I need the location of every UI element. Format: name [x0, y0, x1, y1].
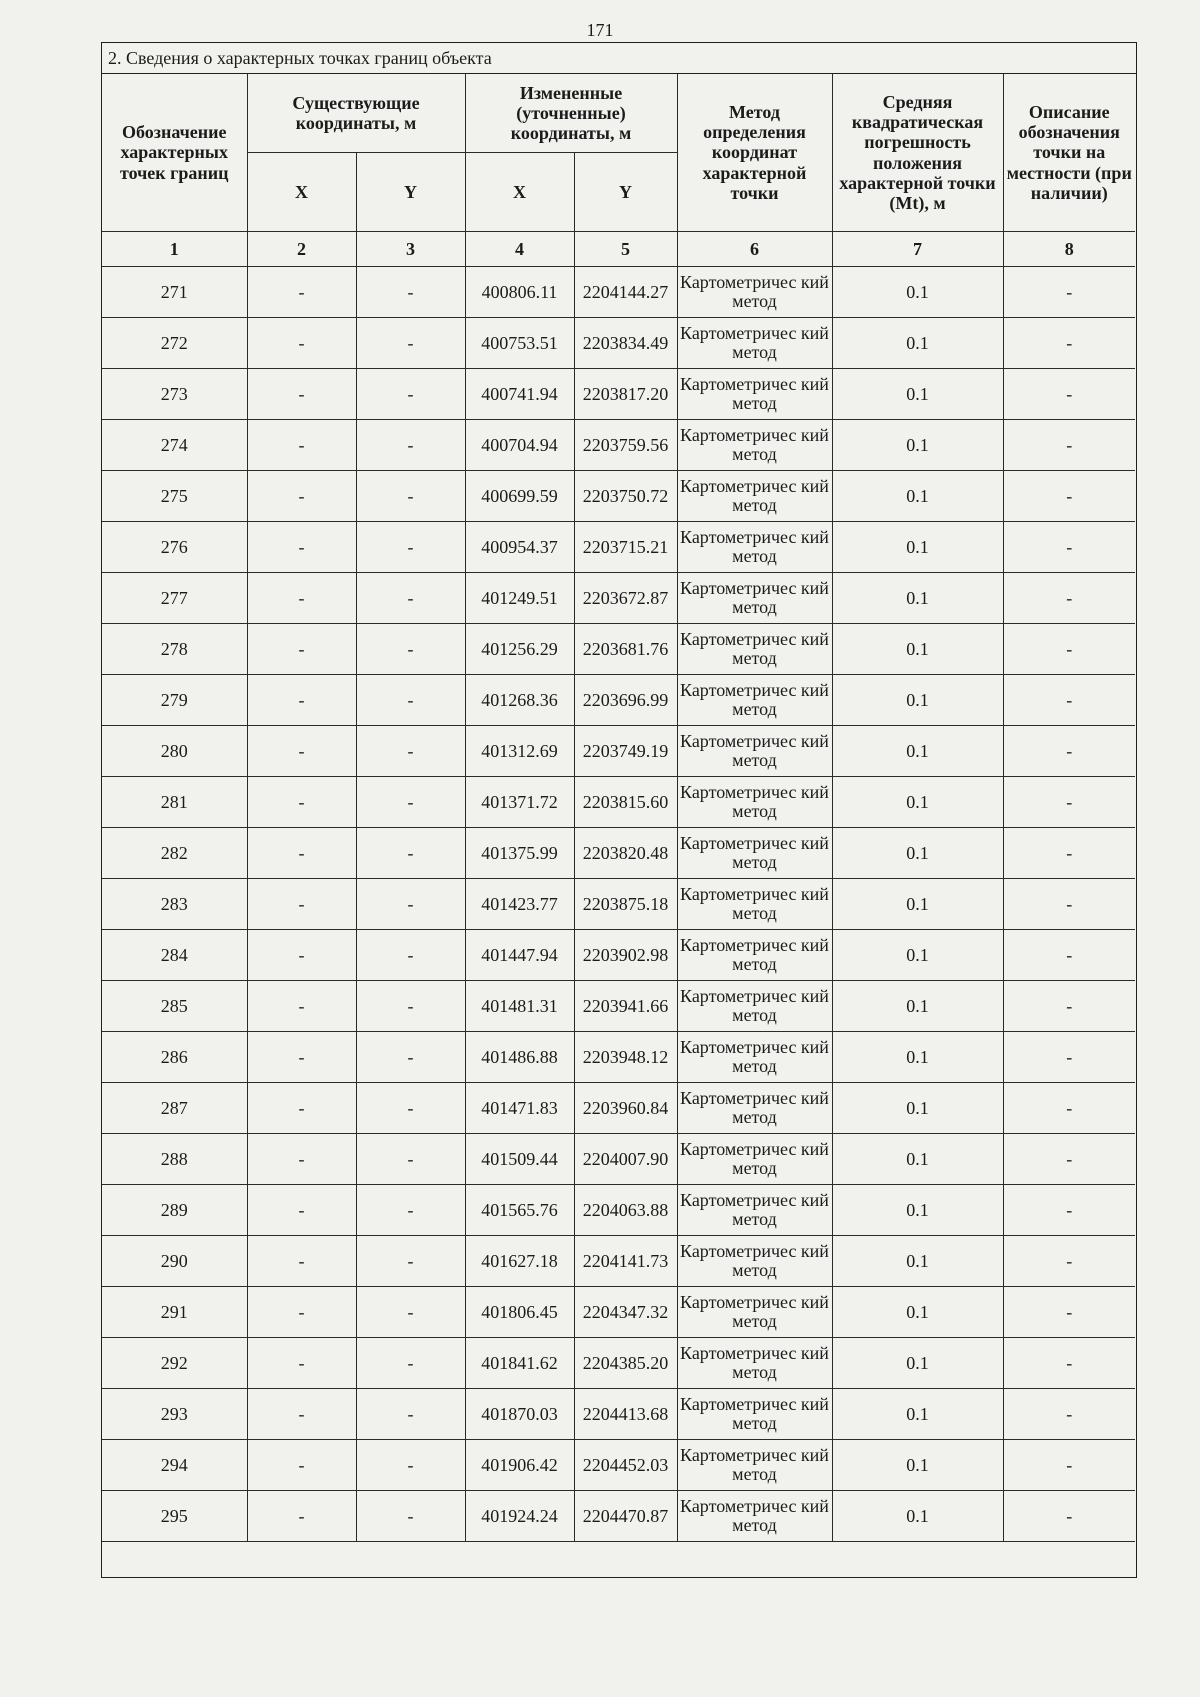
page-number: 171 — [586, 20, 614, 40]
description-cell: - — [1003, 1236, 1135, 1287]
header-changed-coordinates: Измененные (уточненные) координаты, м — [465, 74, 677, 153]
error-cell: 0.1 — [832, 1287, 1003, 1338]
point-id-cell: 283 — [102, 879, 247, 930]
method-cell: Картометричес кий метод — [677, 471, 832, 522]
existing-y-cell: - — [356, 1389, 465, 1440]
method-cell: Картометричес кий метод — [677, 1389, 832, 1440]
table-row — [102, 1032, 1135, 1083]
method-cell: Картометричес кий метод — [677, 624, 832, 675]
existing-x-cell: - — [247, 471, 356, 522]
existing-y-cell: - — [356, 1338, 465, 1389]
table-row — [102, 267, 1135, 318]
description-cell: - — [1003, 1491, 1135, 1542]
changed-y-cell: 2203750.72 — [574, 471, 677, 522]
point-id-cell: 295 — [102, 1491, 247, 1542]
method-cell: Картометричес кий метод — [677, 522, 832, 573]
table-row — [102, 930, 1135, 981]
method-cell: Картометричес кий метод — [677, 1236, 832, 1287]
existing-y-cell: - — [356, 522, 465, 573]
error-cell: 0.1 — [832, 1185, 1003, 1236]
column-number: 1 — [102, 232, 247, 267]
changed-y-cell: 2203696.99 — [574, 675, 677, 726]
existing-y-cell: - — [356, 1236, 465, 1287]
error-cell: 0.1 — [832, 1134, 1003, 1185]
description-cell: - — [1003, 828, 1135, 879]
existing-y-cell: - — [356, 471, 465, 522]
existing-x-cell: - — [247, 1440, 356, 1491]
error-cell: 0.1 — [832, 267, 1003, 318]
changed-y-cell: 2204144.27 — [574, 267, 677, 318]
point-id-cell: 284 — [102, 930, 247, 981]
table-row — [102, 1338, 1135, 1389]
point-id-cell: 281 — [102, 777, 247, 828]
point-id-cell: 278 — [102, 624, 247, 675]
description-cell: - — [1003, 624, 1135, 675]
description-cell: - — [1003, 1032, 1135, 1083]
table-row — [102, 879, 1135, 930]
error-cell: 0.1 — [832, 1236, 1003, 1287]
changed-y-cell: 2203815.60 — [574, 777, 677, 828]
changed-y-cell: 2204385.20 — [574, 1338, 677, 1389]
point-id-cell: 288 — [102, 1134, 247, 1185]
error-cell: 0.1 — [832, 369, 1003, 420]
table-row — [102, 471, 1135, 522]
existing-x-cell: - — [247, 675, 356, 726]
existing-y-cell: - — [356, 828, 465, 879]
table-row — [102, 828, 1135, 879]
method-cell: Картометричес кий метод — [677, 369, 832, 420]
changed-x-cell: 401486.88 — [465, 1032, 574, 1083]
changed-x-cell: 401447.94 — [465, 930, 574, 981]
method-cell: Картометричес кий метод — [677, 777, 832, 828]
description-cell: - — [1003, 1389, 1135, 1440]
changed-x-cell: 401371.72 — [465, 777, 574, 828]
existing-y-cell: - — [356, 318, 465, 369]
error-cell: 0.1 — [832, 930, 1003, 981]
header-description: Описание обозначения точки на местности (при наличии) — [1003, 74, 1135, 232]
column-number: 7 — [832, 232, 1003, 267]
table-row — [102, 573, 1135, 624]
point-id-cell: 282 — [102, 828, 247, 879]
section-title: 2. Сведения о характерных точках границ объекта — [102, 43, 1136, 74]
column-number: 6 — [677, 232, 832, 267]
method-cell: Картометричес кий метод — [677, 1134, 832, 1185]
error-cell: 0.1 — [832, 1083, 1003, 1134]
method-cell: Картометричес кий метод — [677, 1440, 832, 1491]
changed-y-cell: 2204141.73 — [574, 1236, 677, 1287]
point-id-cell: 276 — [102, 522, 247, 573]
point-id-cell: 285 — [102, 981, 247, 1032]
existing-x-cell: - — [247, 522, 356, 573]
changed-x-cell: 401806.45 — [465, 1287, 574, 1338]
method-cell: Картометричес кий метод — [677, 1185, 832, 1236]
header-existing-coordinates: Существующие координаты, м — [247, 74, 465, 153]
table-row — [102, 1491, 1135, 1542]
table-row — [102, 420, 1135, 471]
table-row — [102, 318, 1135, 369]
method-cell: Картометричес кий метод — [677, 1083, 832, 1134]
error-cell: 0.1 — [832, 1491, 1003, 1542]
method-cell: Картометричес кий метод — [677, 573, 832, 624]
changed-x-cell: 401375.99 — [465, 828, 574, 879]
table-row — [102, 1440, 1135, 1491]
method-cell: Картометричес кий метод — [677, 879, 832, 930]
existing-x-cell: - — [247, 1338, 356, 1389]
changed-x-cell: 401870.03 — [465, 1389, 574, 1440]
error-cell: 0.1 — [832, 318, 1003, 369]
existing-y-cell: - — [356, 981, 465, 1032]
table-row — [102, 675, 1135, 726]
changed-x-cell: 401471.83 — [465, 1083, 574, 1134]
changed-y-cell: 2204470.87 — [574, 1491, 677, 1542]
existing-x-cell: - — [247, 624, 356, 675]
existing-x-cell: - — [247, 981, 356, 1032]
header-error: Средняя квадратическая погрешность положения характерной точки (Mt), м — [832, 74, 1003, 232]
method-cell: Картометричес кий метод — [677, 420, 832, 471]
changed-x-cell: 400753.51 — [465, 318, 574, 369]
point-id-cell: 290 — [102, 1236, 247, 1287]
description-cell: - — [1003, 1185, 1135, 1236]
method-cell: Картометричес кий метод — [677, 1287, 832, 1338]
changed-y-cell: 2203834.49 — [574, 318, 677, 369]
description-cell: - — [1003, 1134, 1135, 1185]
table-row — [102, 1236, 1135, 1287]
changed-x-cell: 400954.37 — [465, 522, 574, 573]
existing-x-cell: - — [247, 1185, 356, 1236]
changed-x-cell: 401627.18 — [465, 1236, 574, 1287]
changed-y-cell: 2203715.21 — [574, 522, 677, 573]
changed-y-cell: 2204452.03 — [574, 1440, 677, 1491]
existing-y-cell: - — [356, 624, 465, 675]
existing-y-cell: - — [356, 726, 465, 777]
existing-x-cell: - — [247, 1134, 356, 1185]
table-footer-blank — [102, 1542, 1136, 1576]
error-cell: 0.1 — [832, 420, 1003, 471]
changed-y-cell: 2204347.32 — [574, 1287, 677, 1338]
existing-y-cell: - — [356, 675, 465, 726]
method-cell: Картометричес кий метод — [677, 675, 832, 726]
point-id-cell: 275 — [102, 471, 247, 522]
table-row — [102, 1287, 1135, 1338]
changed-y-cell: 2203902.98 — [574, 930, 677, 981]
description-cell: - — [1003, 318, 1135, 369]
changed-x-cell: 400699.59 — [465, 471, 574, 522]
description-cell: - — [1003, 1338, 1135, 1389]
table-row — [102, 1083, 1135, 1134]
error-cell: 0.1 — [832, 522, 1003, 573]
method-cell: Картометричес кий метод — [677, 1032, 832, 1083]
existing-y-cell: - — [356, 369, 465, 420]
existing-y-cell: - — [356, 777, 465, 828]
header-designation: Обозначение характерных точек границ — [102, 74, 247, 232]
description-cell: - — [1003, 573, 1135, 624]
boundary-points-table — [102, 74, 1135, 1542]
changed-x-cell: 400704.94 — [465, 420, 574, 471]
table-row — [102, 777, 1135, 828]
changed-x-cell: 401906.42 — [465, 1440, 574, 1491]
existing-x-cell: - — [247, 1032, 356, 1083]
header-changed-x: X — [465, 153, 574, 232]
column-number: 4 — [465, 232, 574, 267]
existing-y-cell: - — [356, 930, 465, 981]
description-cell: - — [1003, 1287, 1135, 1338]
method-cell: Картометричес кий метод — [677, 930, 832, 981]
existing-x-cell: - — [247, 267, 356, 318]
changed-x-cell: 401509.44 — [465, 1134, 574, 1185]
error-cell: 0.1 — [832, 624, 1003, 675]
table-row — [102, 981, 1135, 1032]
existing-x-cell: - — [247, 420, 356, 471]
changed-x-cell: 401312.69 — [465, 726, 574, 777]
existing-x-cell: - — [247, 1083, 356, 1134]
changed-y-cell: 2204063.88 — [574, 1185, 677, 1236]
error-cell: 0.1 — [832, 1440, 1003, 1491]
error-cell: 0.1 — [832, 1338, 1003, 1389]
point-id-cell: 292 — [102, 1338, 247, 1389]
point-id-cell: 289 — [102, 1185, 247, 1236]
column-number: 5 — [574, 232, 677, 267]
table-row — [102, 1389, 1135, 1440]
table-row — [102, 624, 1135, 675]
method-cell: Картометричес кий метод — [677, 267, 832, 318]
table-row — [102, 1134, 1135, 1185]
point-id-cell: 291 — [102, 1287, 247, 1338]
boundary-points-sheet — [101, 42, 1137, 1578]
existing-x-cell: - — [247, 828, 356, 879]
changed-x-cell: 401268.36 — [465, 675, 574, 726]
point-id-cell: 294 — [102, 1440, 247, 1491]
error-cell: 0.1 — [832, 879, 1003, 930]
method-cell: Картометричес кий метод — [677, 726, 832, 777]
changed-x-cell: 401841.62 — [465, 1338, 574, 1389]
method-cell: Картометричес кий метод — [677, 828, 832, 879]
description-cell: - — [1003, 930, 1135, 981]
changed-y-cell: 2203875.18 — [574, 879, 677, 930]
description-cell: - — [1003, 726, 1135, 777]
point-id-cell: 280 — [102, 726, 247, 777]
changed-y-cell: 2203749.19 — [574, 726, 677, 777]
existing-y-cell: - — [356, 573, 465, 624]
table-row — [102, 1185, 1135, 1236]
header-changed-y: Y — [574, 153, 677, 232]
changed-x-cell: 400806.11 — [465, 267, 574, 318]
existing-y-cell: - — [356, 267, 465, 318]
error-cell: 0.1 — [832, 675, 1003, 726]
point-id-cell: 272 — [102, 318, 247, 369]
point-id-cell: 279 — [102, 675, 247, 726]
point-id-cell: 287 — [102, 1083, 247, 1134]
existing-y-cell: - — [356, 1440, 465, 1491]
error-cell: 0.1 — [832, 981, 1003, 1032]
table-body — [102, 267, 1135, 1542]
changed-x-cell: 400741.94 — [465, 369, 574, 420]
point-id-cell: 277 — [102, 573, 247, 624]
changed-y-cell: 2203820.48 — [574, 828, 677, 879]
existing-x-cell: - — [247, 1491, 356, 1542]
method-cell: Картометричес кий метод — [677, 318, 832, 369]
changed-x-cell: 401256.29 — [465, 624, 574, 675]
existing-y-cell: - — [356, 1134, 465, 1185]
changed-y-cell: 2203672.87 — [574, 573, 677, 624]
column-number: 3 — [356, 232, 465, 267]
point-id-cell: 274 — [102, 420, 247, 471]
description-cell: - — [1003, 1083, 1135, 1134]
changed-y-cell: 2203759.56 — [574, 420, 677, 471]
description-cell: - — [1003, 267, 1135, 318]
table-row — [102, 369, 1135, 420]
header-existing-x: X — [247, 153, 356, 232]
description-cell: - — [1003, 981, 1135, 1032]
header-existing-y: Y — [356, 153, 465, 232]
error-cell: 0.1 — [832, 573, 1003, 624]
existing-x-cell: - — [247, 318, 356, 369]
column-number: 2 — [247, 232, 356, 267]
description-cell: - — [1003, 1440, 1135, 1491]
existing-y-cell: - — [356, 1083, 465, 1134]
existing-x-cell: - — [247, 369, 356, 420]
changed-y-cell: 2203681.76 — [574, 624, 677, 675]
description-cell: - — [1003, 522, 1135, 573]
changed-x-cell: 401481.31 — [465, 981, 574, 1032]
description-cell: - — [1003, 369, 1135, 420]
description-cell: - — [1003, 420, 1135, 471]
method-cell: Картометричес кий метод — [677, 981, 832, 1032]
existing-x-cell: - — [247, 1287, 356, 1338]
existing-x-cell: - — [247, 573, 356, 624]
point-id-cell: 271 — [102, 267, 247, 318]
table-row — [102, 726, 1135, 777]
description-cell: - — [1003, 675, 1135, 726]
existing-y-cell: - — [356, 420, 465, 471]
point-id-cell: 273 — [102, 369, 247, 420]
changed-y-cell: 2203941.66 — [574, 981, 677, 1032]
existing-x-cell: - — [247, 777, 356, 828]
changed-x-cell: 401423.77 — [465, 879, 574, 930]
method-cell: Картометричес кий метод — [677, 1338, 832, 1389]
changed-y-cell: 2204007.90 — [574, 1134, 677, 1185]
point-id-cell: 286 — [102, 1032, 247, 1083]
error-cell: 0.1 — [832, 726, 1003, 777]
error-cell: 0.1 — [832, 777, 1003, 828]
changed-x-cell: 401249.51 — [465, 573, 574, 624]
existing-x-cell: - — [247, 879, 356, 930]
changed-x-cell: 401565.76 — [465, 1185, 574, 1236]
changed-y-cell: 2203948.12 — [574, 1032, 677, 1083]
column-number: 8 — [1003, 232, 1135, 267]
changed-y-cell: 2203960.84 — [574, 1083, 677, 1134]
existing-y-cell: - — [356, 1287, 465, 1338]
error-cell: 0.1 — [832, 1032, 1003, 1083]
point-id-cell: 293 — [102, 1389, 247, 1440]
description-cell: - — [1003, 777, 1135, 828]
existing-y-cell: - — [356, 1491, 465, 1542]
changed-x-cell: 401924.24 — [465, 1491, 574, 1542]
existing-x-cell: - — [247, 930, 356, 981]
existing-y-cell: - — [356, 1185, 465, 1236]
existing-y-cell: - — [356, 1032, 465, 1083]
existing-y-cell: - — [356, 879, 465, 930]
description-cell: - — [1003, 879, 1135, 930]
error-cell: 0.1 — [832, 471, 1003, 522]
error-cell: 0.1 — [832, 1389, 1003, 1440]
existing-x-cell: - — [247, 1389, 356, 1440]
changed-y-cell: 2203817.20 — [574, 369, 677, 420]
header-method: Метод определения координат характерной точки — [677, 74, 832, 232]
method-cell: Картометричес кий метод — [677, 1491, 832, 1542]
changed-y-cell: 2204413.68 — [574, 1389, 677, 1440]
table-row — [102, 522, 1135, 573]
existing-x-cell: - — [247, 1236, 356, 1287]
existing-x-cell: - — [247, 726, 356, 777]
description-cell: - — [1003, 471, 1135, 522]
error-cell: 0.1 — [832, 828, 1003, 879]
